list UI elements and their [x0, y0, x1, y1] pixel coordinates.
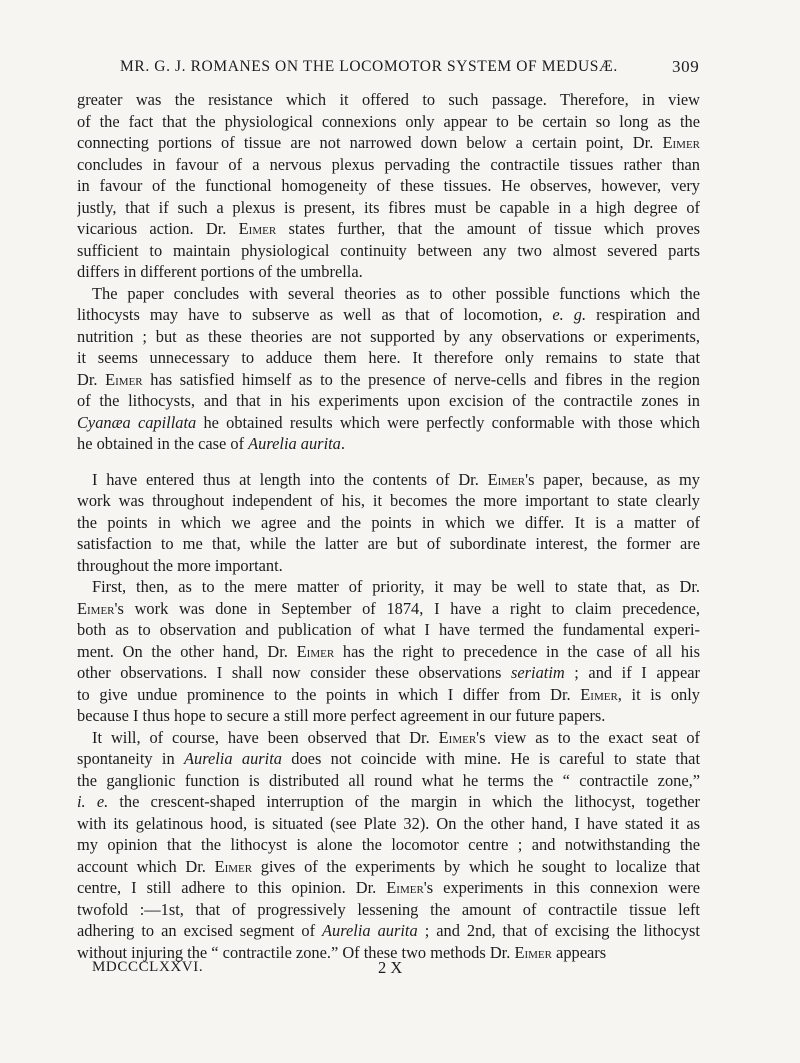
- text-line: work was throughout independent of his, it becomes the more important to state clearly: [77, 491, 700, 510]
- text-line: the ganglionic function is distributed all round what he terms the “ contractile zone,”: [77, 770, 700, 790]
- text-line: of the lithocysts, and that in his experiments upon excision of the contractile zones in: [77, 391, 700, 410]
- text-line: to give undue prominence to the points in which I differ from Dr. Eimer, it is only: [77, 684, 700, 704]
- text-line: Dr. Eimer has satisfied himself as to the presence of nerve-cells and fibres in the region: [77, 369, 700, 389]
- paragraph: [77, 283, 700, 455]
- text-line: my opinion that the lithocyst is alone the locomotor centre ; and notwithstanding the: [77, 835, 700, 854]
- signature-mark: MDCCCLXXVI.: [92, 959, 204, 975]
- text-line: adhering to an excised segment of Aurelia aurita ; and 2nd, that of excising the lithocyst: [77, 921, 700, 940]
- text-line: without injuring the “ contractile zone.” Of these two methods Dr. Eimer appears: [77, 942, 607, 962]
- text-line: vicarious action. Dr. Eimer states further, that the amount of tissue which proves: [77, 219, 700, 238]
- body-text: [77, 89, 700, 963]
- text-line: in favour of the functional homogeneity of these tissues. He observes, however, very: [77, 176, 700, 195]
- text-line: Eimer's work was done in September of 1874, I have a right to claim precedence,: [77, 598, 700, 618]
- text-line: both as to observation and publication of what I have termed the fundamental experi-: [77, 620, 700, 639]
- text-line: satisfaction to me that, while the latter are but of subordinate interest, the former are: [77, 534, 700, 553]
- text-line: The paper concludes with several theories as to other possible functions which the: [92, 283, 700, 303]
- paragraph: [77, 89, 700, 283]
- text-line: sufficient to maintain physiological continuity between any two almost severed parts: [77, 240, 700, 260]
- text-line: I have entered thus at length into the contents of Dr. Eimer's paper, because, as my: [92, 469, 700, 489]
- page-number: 309: [672, 57, 700, 76]
- paragraph: [77, 469, 700, 577]
- sheet-mark: 2 X: [378, 958, 403, 977]
- text-line: spontaneity in Aurelia aurita does not coincide with mine. He is careful to state that: [77, 749, 700, 768]
- page-header: [0, 58, 800, 82]
- text-line: First, then, as to the mere matter of priority, it may be well to state that, as Dr.: [92, 577, 700, 596]
- text-line: justly, that if such a plexus is present, its fibres must be capable in a high degree of: [77, 197, 700, 217]
- text-line: greater was the resistance which it offered to such passage. Therefore, in view: [77, 90, 700, 109]
- text-line: differs in different portions of the umbrella.: [77, 262, 363, 281]
- text-line: with its gelatinous hood, is situated (see Plate 32). On the other hand, I have stated it as: [77, 813, 700, 833]
- text-line: centre, I still adhere to this opinion. Dr. Eimer's experiments in this connexion were: [77, 878, 700, 897]
- text-line: concludes in favour of a nervous plexus pervading the contractile tissues rather than: [77, 154, 700, 174]
- text-line: of the fact that the physiological connexions only appear to be certain so long as the: [77, 111, 700, 131]
- text-line: nutrition ; but as these theories are not supported by any observations or experiments,: [77, 326, 700, 346]
- text-line: because I thus hope to secure a still more perfect agreement in our future papers.: [77, 706, 606, 725]
- text-line: throughout the more important.: [77, 555, 283, 575]
- paragraph: [77, 576, 700, 727]
- text-line: account which Dr. Eimer gives of the experiments by which he sought to localize that: [77, 856, 700, 876]
- text-line: i. e. the crescent-shaped interruption of the margin in which the lithocyst, together: [77, 792, 700, 811]
- text-line: It will, of course, have been observed that Dr. Eimer's view as to the exact seat of: [92, 727, 700, 747]
- text-line: lithocysts may have to subserve as well as that of locomotion, e. g. respiration and: [77, 305, 700, 324]
- text-line: other observations. I shall now consider these observations seriatim ; and if I appear: [77, 663, 700, 682]
- text-line: Cyanæa capillata he obtained results which were perfectly conformable with those which: [77, 412, 700, 432]
- paragraph: [77, 727, 700, 964]
- text-line: it seems unnecessary to adduce them here. It therefore only remains to state that: [77, 348, 700, 367]
- text-line: ment. On the other hand, Dr. Eimer has the right to precedence in the case of all his: [77, 641, 700, 661]
- text-line: connecting portions of tissue are not narrowed down below a certain point, Dr. Eimer: [77, 133, 700, 152]
- running-title: MR. G. J. ROMANES ON THE LOCOMOTOR SYSTEM OF MEDUSÆ.: [120, 58, 618, 75]
- text-line: twofold :—1st, that of progressively lessening the amount of contractile tissue left: [77, 899, 700, 919]
- text-line: he obtained in the case of Aurelia aurita.: [77, 434, 345, 453]
- page-footer: [0, 958, 800, 980]
- text-line: the points in which we agree and the points in which we differ. It is a matter of: [77, 512, 700, 532]
